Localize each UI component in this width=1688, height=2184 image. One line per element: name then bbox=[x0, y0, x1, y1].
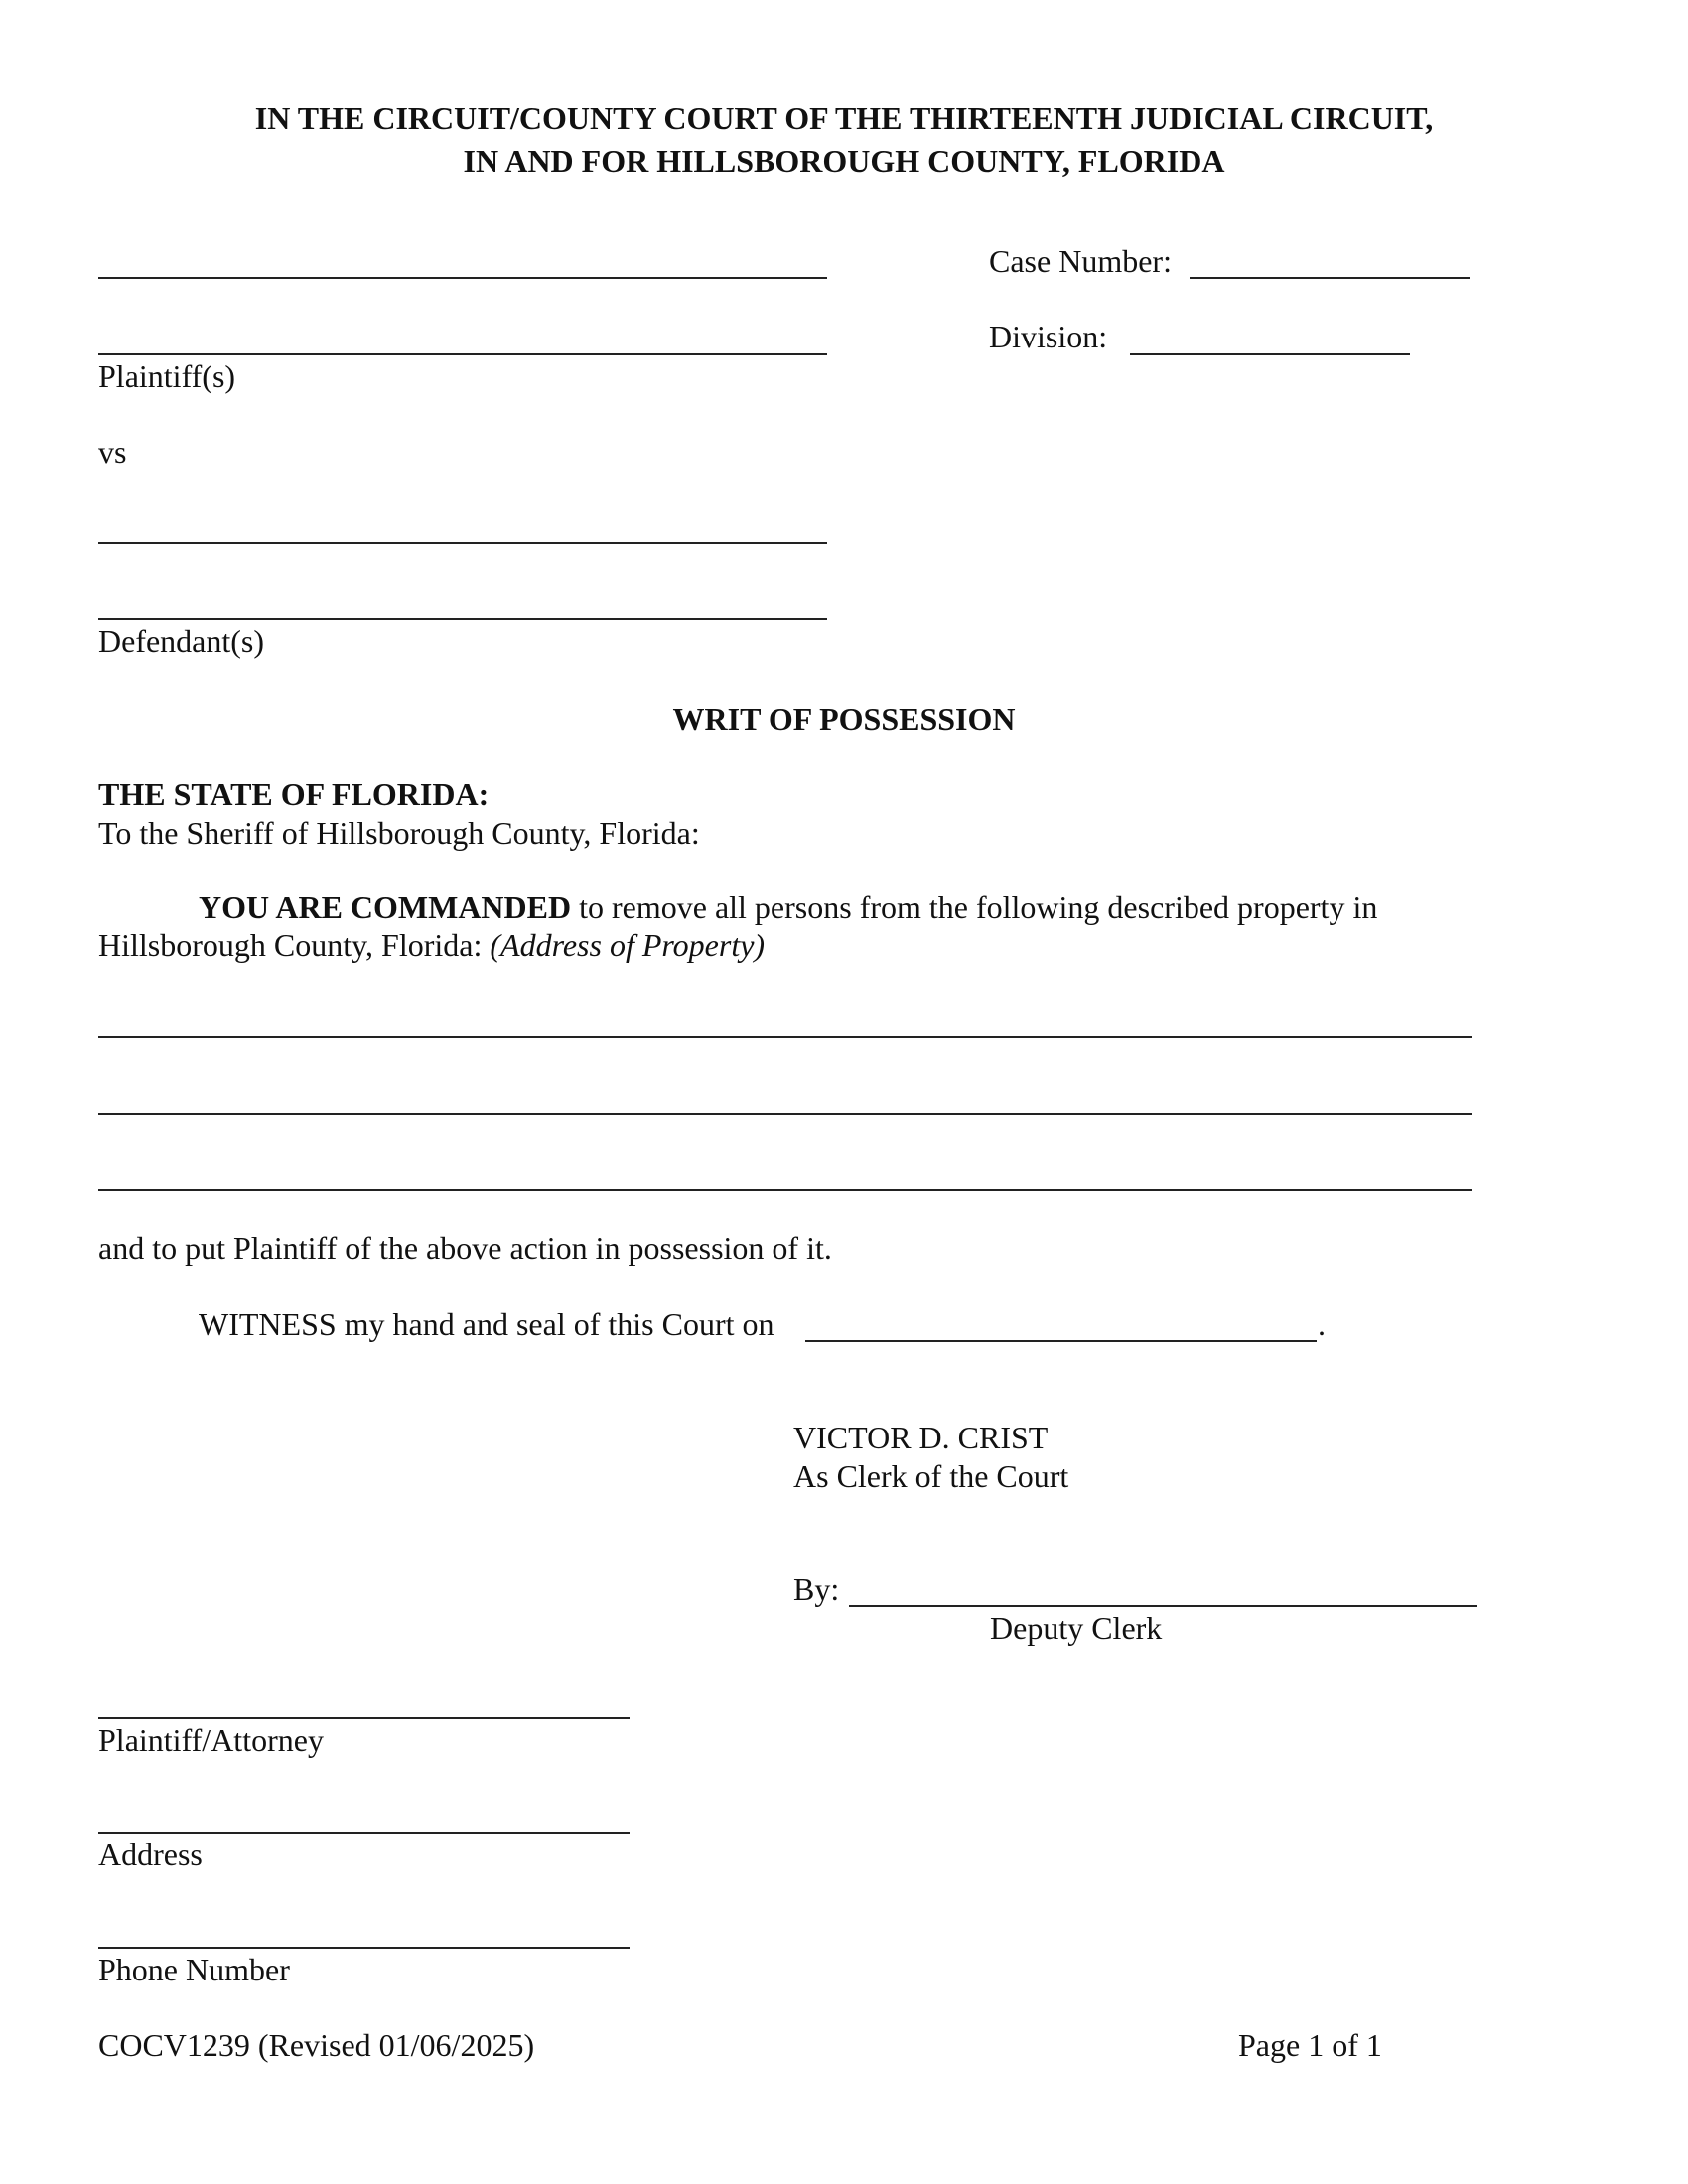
plaintiff-attorney-label: Plaintiff/Attorney bbox=[98, 1722, 324, 1758]
address-hint: (Address of Property) bbox=[490, 927, 766, 963]
case-number-label: Case Number: bbox=[989, 243, 1172, 279]
phone-number-line[interactable] bbox=[98, 1947, 630, 1949]
division-label: Division: bbox=[989, 319, 1108, 354]
deputy-clerk-signature-line[interactable] bbox=[849, 1605, 1477, 1607]
deputy-clerk-label: Deputy Clerk bbox=[990, 1610, 1163, 1646]
court-header-line-1: IN THE CIRCUIT/COUNTY COURT OF THE THIRTEENTH JUDICIAL CIRCUIT, bbox=[254, 100, 1434, 136]
witness-text: WITNESS my hand and seal of this Court on bbox=[199, 1306, 774, 1342]
division-field[interactable] bbox=[1130, 353, 1410, 355]
address-line[interactable] bbox=[98, 1832, 630, 1834]
county-line bbox=[98, 929, 765, 961]
command-rest-text: to remove all persons from the following described property in bbox=[571, 889, 1378, 925]
case-number-field[interactable] bbox=[1190, 277, 1470, 279]
court-header-line-2: IN AND FOR HILLSBOROUGH COUNTY, FLORIDA bbox=[463, 143, 1225, 179]
phone-number-label: Phone Number bbox=[98, 1952, 290, 1987]
versus-text: vs bbox=[98, 434, 127, 470]
property-address-line-3[interactable] bbox=[98, 1189, 1472, 1191]
plaintiff-label: Plaintiff(s) bbox=[98, 358, 236, 394]
plaintiff-name-line-2[interactable] bbox=[98, 353, 827, 355]
form-id: COCV1239 (Revised 01/06/2025) bbox=[98, 2027, 535, 2063]
witness-date-field[interactable] bbox=[805, 1340, 1317, 1342]
plaintiff-attorney-line[interactable] bbox=[98, 1717, 630, 1719]
to-sheriff-text: To the Sheriff of Hillsborough County, Florida: bbox=[98, 815, 700, 851]
command-paragraph bbox=[199, 891, 1377, 923]
clerk-title: As Clerk of the Court bbox=[793, 1458, 1069, 1494]
defendant-label: Defendant(s) bbox=[98, 623, 265, 659]
possession-text: and to put Plaintiff of the above action in possession of it. bbox=[98, 1230, 832, 1266]
property-address-line-2[interactable] bbox=[98, 1113, 1472, 1115]
document-title: WRIT OF POSSESSION bbox=[672, 701, 1016, 737]
defendant-name-line-2[interactable] bbox=[98, 618, 827, 620]
defendant-name-line-1[interactable] bbox=[98, 542, 827, 544]
by-label: By: bbox=[793, 1571, 840, 1607]
page-number: Page 1 of 1 bbox=[1238, 2027, 1382, 2063]
county-text: Hillsborough County, Florida: bbox=[98, 927, 491, 963]
state-of-florida-heading: THE STATE OF FLORIDA: bbox=[98, 776, 490, 812]
plaintiff-name-line-1[interactable] bbox=[98, 277, 827, 279]
clerk-name: VICTOR D. CRIST bbox=[793, 1420, 1049, 1455]
property-address-line-1[interactable] bbox=[98, 1036, 1472, 1038]
address-label: Address bbox=[98, 1837, 203, 1872]
witness-period: . bbox=[1318, 1306, 1326, 1342]
command-bold-text: YOU ARE COMMANDED bbox=[199, 889, 572, 925]
